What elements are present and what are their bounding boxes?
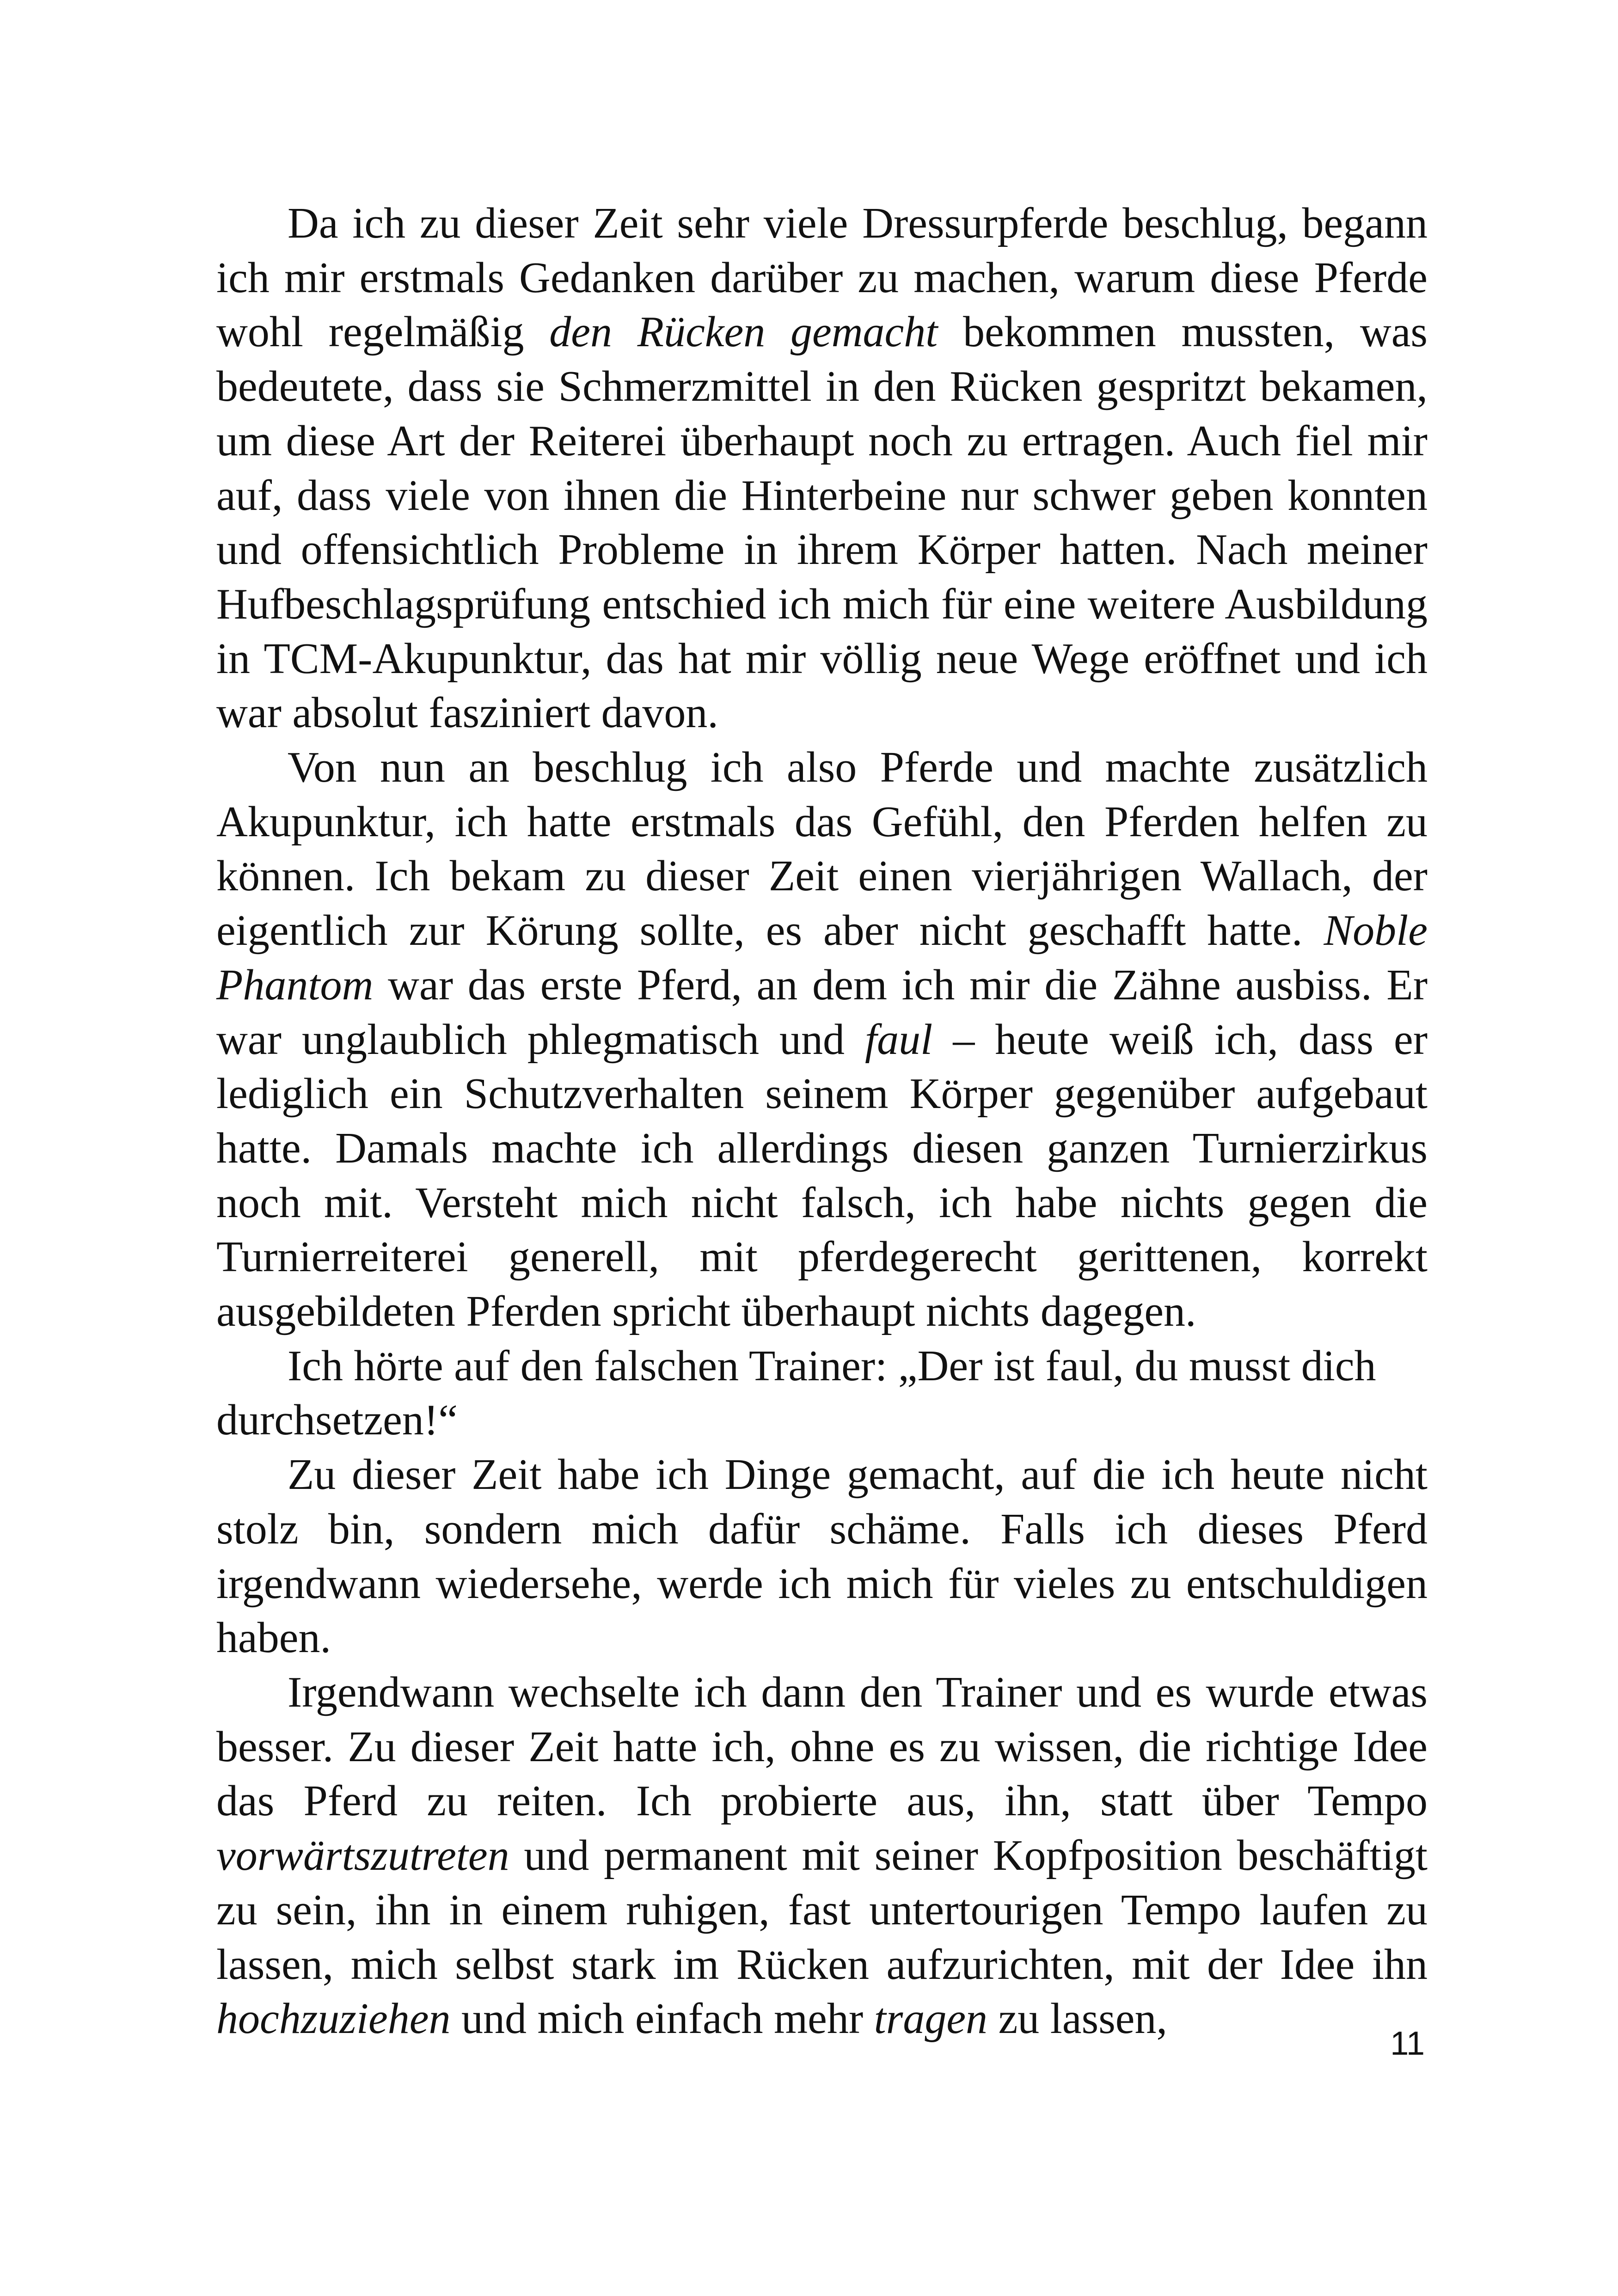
italic-segment: Noble Phantom: [216, 906, 1428, 1009]
text-segment: und mich einfach mehr: [450, 1995, 874, 2043]
body-text: [216, 196, 1428, 2046]
italic-segment: den Rücken gemacht: [549, 308, 938, 356]
text-segment: – heute weiß ich, dass er lediglich ein Schutzverhalten seinem Körper gegenüber aufgebaut hatte. Damals machte ich allerdings diesen ganzen Turnierzirkus noch mit. Versteht mich nicht falsch, ich habe nichts gegen die Turnierreiterei generell, mit pferdegerecht gerittenen, korrekt ausgebildeten Pferden spricht überhaupt nichts dagegen.: [216, 1015, 1428, 1336]
paragraph-3: [216, 1339, 1428, 1448]
text-segment: Ich hörte auf den falschen Trainer: „Der ist faul, du musst dich durchsetzen!“: [216, 1341, 1376, 1445]
text-segment: Irgendwann wechselte ich dann den Trainer und es wurde etwas besser. Zu dieser Zeit hatte ich, ohne es zu wissen, die richtige Idee das Pferd zu reiten. Ich probierte aus, ihn, statt über Tempo: [216, 1668, 1428, 1825]
paragraph-2: [216, 741, 1428, 1339]
text-segment: zu lassen,: [987, 1995, 1168, 2043]
text-segment: und permanent mit seiner Kopfposition beschäftigt zu sein, ihn in einem ruhigen, fast untertourigen Tempo laufen zu lassen, mich selbst stark im Rücken aufzurichten, mit der Idee ihn: [216, 1831, 1428, 1989]
page-number: 11: [1390, 2025, 1425, 2062]
paragraph-1: [216, 196, 1428, 741]
text-segment: Von nun an beschlug ich also Pferde und machte zusätzlich Akupunktur, ich hatte erstmals das Gefühl, den Pferden helfen zu können. Ich bekam zu dieser Zeit einen vierjährigen Wallach, der eigentlich zur Körung sollte, es aber nicht geschafft hatte.: [216, 743, 1428, 955]
text-segment: war das erste Pferd, an dem ich mir die Zähne ausbiss. Er war unglaublich phlegmatisch und: [216, 961, 1428, 1064]
paragraph-5: [216, 1665, 1428, 2046]
paragraph-4: [216, 1448, 1428, 1665]
italic-segment: hochzuziehen: [216, 1995, 451, 2043]
italic-segment: faul: [865, 1015, 933, 1064]
text-segment: Da ich zu dieser Zeit sehr viele Dressurpferde beschlug, begann ich mir erstmals Gedanken darüber zu machen, warum diese Pferde wohl regelmäßig: [216, 199, 1428, 356]
italic-segment: tragen: [874, 1995, 988, 2043]
italic-segment: vorwärtszutreten: [216, 1831, 509, 1880]
text-segment: Zu dieser Zeit habe ich Dinge gemacht, auf die ich heute nicht stolz bin, sondern mich dafür schäme. Falls ich dieses Pferd irgendwann wiedersehe, werde ich mich für vieles zu entschuldigen haben.: [216, 1451, 1428, 1662]
text-segment: bekommen mussten, was bedeutete, dass sie Schmerzmittel in den Rücken gespritzt bekamen, um diese Art der Reiterei überhaupt noch zu ertragen. Auch fiel mir auf, dass viele von ihnen die Hinterbeine nur schwer geben konnten und offensichtlich Probleme in ihrem Körper hatten. Nach meiner Hufbeschlagsprüfung entschied ich mich für eine weitere Ausbildung in TCM-Akupunktur, das hat mir völlig neue Wege eröffnet und ich war absolut fasziniert davon.: [216, 308, 1428, 737]
